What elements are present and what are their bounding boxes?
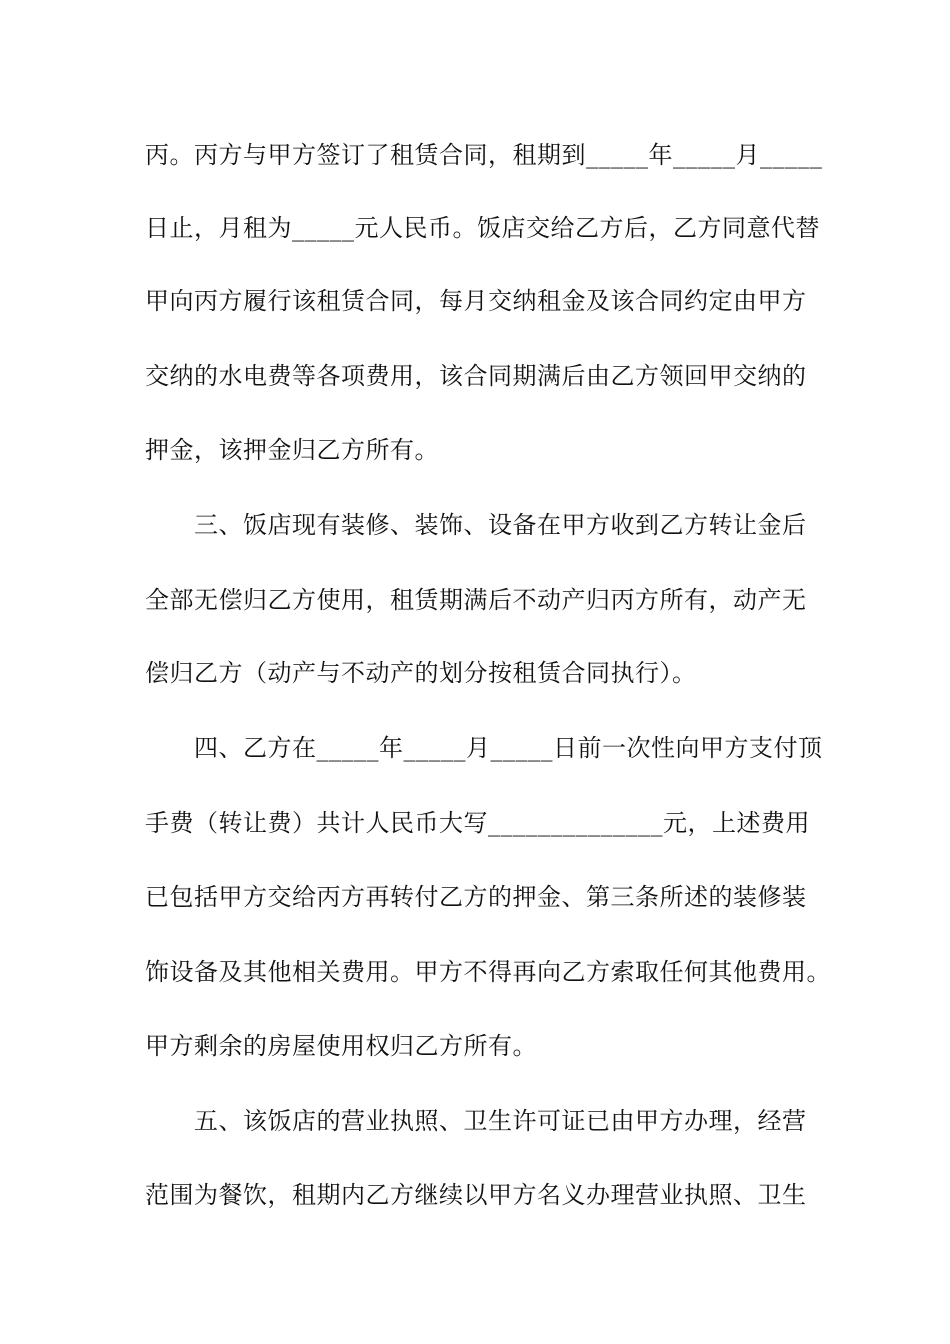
text-line: 日止，月租为_____元人民币。饭店交给乙方后，乙方同意代替 [145, 214, 820, 242]
text-line: 甲向丙方履行该租赁合同，每月交纳租金及该合同约定由甲方 [145, 287, 807, 315]
text-line: 全部无偿归乙方使用，租赁期满后不动产归丙方所有，动产无 [145, 586, 807, 614]
text-line: 三、饭店现有装修、装饰、设备在甲方收到乙方转让金后 [145, 511, 807, 539]
text-line: 手费（转让费）共计人民币大写______________元，上述费用 [145, 809, 810, 837]
text-line: 五、该饭店的营业执照、卫生许可证已由甲方办理，经营 [145, 1107, 807, 1135]
text-line: 范围为餐饮，租期内乙方继续以甲方名义办理营业执照、卫生 [145, 1181, 807, 1209]
text-line: 交纳的水电费等各项费用，该合同期满后由乙方领回甲交纳的 [145, 362, 807, 390]
text-line: 已包括甲方交给丙方再转付乙方的押金、第三条所述的装修装 [145, 883, 807, 911]
text-line: 甲方剩余的房屋使用权归乙方所有。 [145, 1032, 537, 1060]
text-line: 押金，该押金归乙方所有。 [145, 436, 439, 464]
text-line: 偿归乙方（动产与不动产的划分按租赁合同执行）。 [145, 659, 697, 687]
text-line: 四、乙方在_____年_____月_____日前一次性向甲方支付顶 [145, 734, 823, 762]
text-line: 丙。丙方与甲方签订了租赁合同，租期到_____年_____月_____ [145, 141, 823, 169]
text-line: 饰设备及其他相关费用。甲方不得再向乙方索取任何其他费用。 [145, 958, 831, 986]
